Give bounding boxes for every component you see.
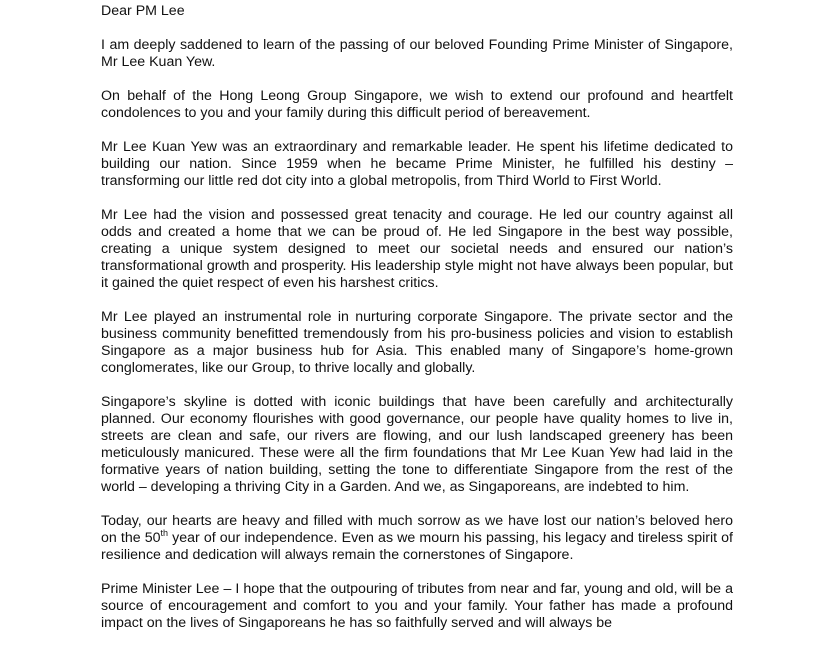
paragraph-1: I am deeply saddened to learn of the passing of our beloved Founding Prime Minister of Singapore, Mr Lee Kuan Yew. [101, 37, 733, 70]
paragraph-8: Prime Minister Lee – I hope that the outpouring of tributes from near and far, young and old, will be a source of encouragement and comfort to you and your family. Your father has made a profound impact on the lives of Singaporeans he has so faithfully served and will always be [101, 581, 733, 631]
letter-body [101, 3, 733, 649]
salutation: Dear PM Lee [101, 3, 185, 19]
paragraph-5: Mr Lee played an instrumental role in nurturing corporate Singapore. The private sector and the business community benefitted tremendously from his pro-business policies and vision to establish Singapore as a major business hub for Asia. This enabled many of Singapore’s home-grown conglomerates, like our Group, to thrive locally and globally. [101, 309, 733, 376]
paragraph-4: Mr Lee had the vision and possessed great tenacity and courage. He led our country against all odds and created a home that we can be proud of. He led Singapore in the best way possible, creating a unique system designed to meet our societal needs and ensured our nation’s transformational growth and prosperity. His leadership style might not have always been popular, but it gained the quiet respect of even his harshest critics. [101, 207, 733, 291]
paragraph-3: Mr Lee Kuan Yew was an extraordinary and remarkable leader. He spent his lifetime dedicated to building our nation. Since 1959 when he became Prime Minister, he fulfilled his destiny – transforming our little red dot city into a global metropolis, from Third World to First World. [101, 139, 733, 189]
paragraph-7-end: year of our independence. Even as we mourn his passing, his legacy and tireless spirit of resilience and dedication will always remain the cornerstones of Singapore. [101, 530, 734, 563]
paragraph-7-start: Today, our hearts are heavy and filled with much sorrow as we have lost our nation’s beloved hero on the 50 [101, 513, 733, 546]
paragraph-6: Singapore’s skyline is dotted with iconic buildings that have been carefully and architecturally planned. Our economy flourishes with good governance, our people have quality homes to live in, streets are clean and safe, our rivers are flowing, and our lush landscaped greenery has been meticulously manicured. These were all the firm foundations that Mr Lee Kuan Yew had laid in the formative years of nation building, setting the tone to differentiate Singapore from the rest of the world – developing a thriving City in a Garden. And we, as Singaporeans, are indebted to him. [101, 394, 733, 495]
paragraph-7 [101, 513, 733, 564]
ordinal-suffix: th [160, 528, 169, 538]
paragraph-2: On behalf of the Hong Leong Group Singapore, we wish to extend our profound and heartfelt condolences to you and your family during this difficult period of bereavement. [101, 88, 733, 121]
